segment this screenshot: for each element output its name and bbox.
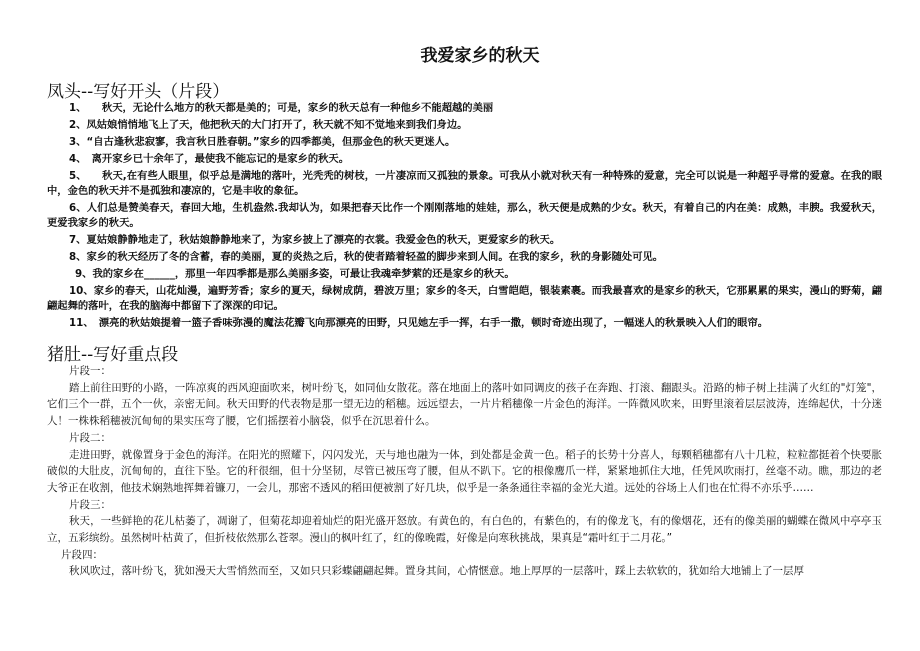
segment-label-2: 片段二：: [69, 431, 111, 444]
opening-item-6: 6、人们总是赞美春天，春回大地，生机盎然.我却认为，如果把春天比作一个刚刚落地的娃娃，那么，秋天便是成熟的少女。秋天，有着自己的内在美：成熟，丰腴。我爱秋天，更爱我家乡的秋天。: [47, 201, 882, 230]
segment-label-3: 片段三：: [69, 498, 111, 511]
opening-item-4: 4、 离开家乡已十余年了，最使我不能忘记的是家乡的秋天。: [69, 152, 350, 165]
segment-label-4: 片段四：: [61, 548, 103, 561]
opening-item-11: 11、 漂亮的秋姑娘提着一篮子香味弥漫的魔法花瓣飞向那漂亮的田野，只见她左手一挥，右手一撒，顿时奇迹出现了，一幅迷人的秋景映入人们的眼帘。: [69, 317, 769, 330]
segment-text-1: 踏上前往田野的小路，一阵凉爽的西风迎面吹来，树叶纷飞，如同仙女散花。落在地面上的落叶如同调皮的孩子在奔跑、打滚、翻跟头。沿路的柿子树上挂满了火红的"灯笼"，它们三个一群，五个一伙，亲密无间。秋天田野的代表物是那一望无边的稻穗。远远望去，一片片稻穗像一片金色的海洋。一阵微风吹来，田野里滚着层层波涛，连绵起伏，十分迷人！一株株稻穗被沉甸甸的果实压弯了腰，它们摇摆着小脑袋，似乎在沉思着什么。: [47, 381, 882, 428]
segment-text-4: 秋风吹过，落叶纷飞，犹如漫天大雪悄然而至，又如只只彩蝶翩翩起舞。置身其间，心情惬意。地上厚厚的一层落叶，踩上去软软的，犹如给大地铺上了一层厚: [69, 565, 804, 578]
opening-item-2: 2、凤姑娘悄悄地飞上了天，他把秋天的大门打开了，秋天就不知不觉地来到我们身边。: [69, 118, 468, 131]
opening-examples-list: [47, 101, 882, 333]
segment-label-1: 片段一：: [69, 365, 111, 377]
opening-item-5: 5、 秋天,在有些人眼里，似乎总是满地的落叶，光秃秃的树枝，一片凄凉而又孤独的景象。可我从小就对秋天有一种特殊的爱意，完全可以说是一种超乎寻常的爱意。在我的眼中，金色的秋天并不是孤独和凄凉的，它是丰收的象征。: [47, 169, 882, 198]
opening-item-7: 7、夏姑娘静静地走了，秋姑娘静静地来了，为家乡披上了漂亮的衣裳。我爱金色的秋天，更爱家乡的秋天。: [69, 234, 561, 247]
opening-item-1: 1、 秋天，无论什么地方的秋天都是美的；可是，家乡的秋天总有一种他乡不能超越的美丽: [69, 102, 494, 114]
opening-item-10: 10、家乡的春天，山花灿漫，遍野芳香；家乡的夏天，绿树成荫，碧波万里；家乡的冬天，白雪皑皑，银装素裹。而我最喜欢的是家乡的秋天，它那累累的果实，漫山的野菊，翩翩起舞的落叶，在我的脑海中都留下了深深的印记。: [47, 284, 882, 313]
body-segments: [47, 363, 882, 580]
opening-item-9: 9、我的家乡在______，那里一年四季都是那么美丽多姿，可最让我魂牵梦萦的还是家乡的秋天。: [75, 268, 515, 281]
segment-text-2: 走进田野，就像置身于金色的海洋。在阳光的照耀下，闪闪发光，天与地也融为一体，到处都是金黄一色。稻子的长势十分喜人，每颗稻穗都有八十几粒，粒粒都挺着个快要胀破似的大肚皮，沉甸甸的，直往下坠。它的秆很细，但十分坚韧，尽管已被压弯了腰，但从不趴下。它的根像鹰爪一样，紧紧地抓住大地，任凭风吹雨打，丝毫不动。瞧，那边的老大爷正在收割，他技术娴熟地挥舞着镰刀，一会儿，那密不透风的稻田便被割了好几块，似乎是一条条通往幸福的金光大道。远处的谷场上人们也在忙得不亦乐乎……: [47, 448, 882, 494]
opening-item-3: 3、“自古逢秋悲寂寥，我言秋日胜春朝。”家乡的四季都美，但那金色的秋天更迷人。: [69, 135, 456, 148]
section-heading-opening: 凤头--写好开头（片段）: [47, 82, 230, 102]
opening-item-8: 8、家乡的秋天经历了冬的含蓄，春的美丽，夏的炎热之后，秋的使者踏着轻盈的脚步来到人间。在我的家乡，秋的身影随处可见。: [69, 251, 664, 264]
document-title: 我爱家乡的秋天: [420, 46, 540, 66]
section-heading-body: 猪肚--写好重点段: [47, 345, 179, 365]
segment-text-3: 秋天，一些鲜艳的花儿枯萎了，凋谢了，但菊花却迎着灿烂的阳光盛开怒放。有黄色的，有白色的，有紫色的，有的像龙飞，有的像烟花，还有的像美丽的蝴蝶在微风中亭亭玉立，五彩缤纷。虽然树叶枯黄了，但折枝依然那么苍翠。漫山的枫叶红了，红的像晚霞，好像是向寒秋挑战，果真是“霜叶红于二月花。”: [47, 515, 882, 545]
